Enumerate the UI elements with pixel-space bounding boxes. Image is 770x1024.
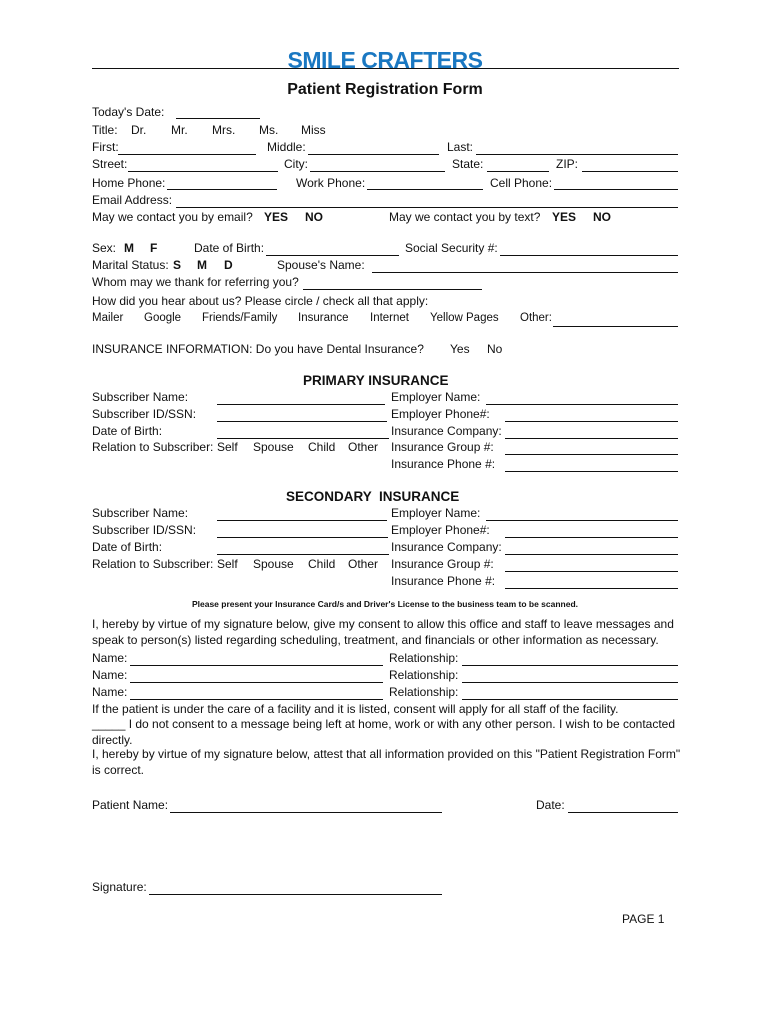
contact-relationship-field-2[interactable]: [462, 682, 678, 683]
home-phone-label: Home Phone:: [92, 176, 166, 190]
primary-subscriber-name-label: Subscriber Name:: [92, 390, 189, 404]
contact-relationship-label-3: Relationship:: [389, 685, 459, 699]
title-label: Title:: [92, 123, 118, 137]
todays-date-field[interactable]: [176, 118, 260, 119]
patient-name-field[interactable]: [170, 812, 442, 813]
title-option-ms[interactable]: Ms.: [259, 123, 279, 137]
state-field[interactable]: [487, 171, 549, 172]
cell-phone-label: Cell Phone:: [490, 176, 553, 190]
contact-name-field-1[interactable]: [130, 665, 383, 666]
secondary-dob-field[interactable]: [217, 554, 389, 555]
referral-label: Whom may we thank for referring you?: [92, 275, 299, 289]
primary-relation-self[interactable]: Self: [217, 440, 238, 454]
first-name-label: First:: [92, 140, 119, 154]
primary-group-label: Insurance Group #:: [391, 440, 494, 454]
primary-employer-phone-field[interactable]: [505, 421, 678, 422]
primary-relation-spouse[interactable]: Spouse: [253, 440, 294, 454]
secondary-relation-other[interactable]: Other: [348, 557, 379, 571]
date-field[interactable]: [568, 812, 678, 813]
sex-label: Sex:: [92, 241, 117, 255]
zip-label: ZIP:: [556, 157, 579, 171]
zip-field[interactable]: [582, 171, 678, 172]
state-label: State:: [452, 157, 484, 171]
secondary-group-field[interactable]: [505, 571, 678, 572]
secondary-relation-child[interactable]: Child: [308, 557, 336, 571]
primary-insurance-heading: PRIMARY INSURANCE: [303, 373, 449, 388]
primary-subscriber-id-field[interactable]: [217, 421, 387, 422]
facility-consent-text: If the patient is under the care of a facility and it is listed, consent will apply for all staff of the facility.: [92, 702, 619, 716]
primary-phone-label: Insurance Phone #:: [391, 457, 496, 471]
title-option-miss[interactable]: Miss: [301, 123, 326, 137]
primary-employer-phone-label: Employer Phone#:: [391, 407, 490, 421]
street-field[interactable]: [128, 171, 278, 172]
hear-other-field[interactable]: [553, 326, 678, 327]
secondary-subscriber-name-field[interactable]: [217, 520, 387, 521]
hear-option-insurance[interactable]: Insurance: [298, 312, 349, 324]
contact-relationship-label-1: Relationship:: [389, 651, 459, 665]
secondary-dob-label: Date of Birth:: [92, 540, 163, 554]
secondary-phone-field[interactable]: [505, 588, 678, 589]
primary-subscriber-name-field[interactable]: [217, 404, 385, 405]
ssn-field[interactable]: [500, 255, 678, 256]
primary-dob-field[interactable]: [217, 438, 389, 439]
contact-name-label-1: Name:: [92, 651, 128, 665]
secondary-subscriber-id-field[interactable]: [217, 537, 388, 538]
secondary-relation-self[interactable]: Self: [217, 557, 238, 571]
insurance-no[interactable]: No: [487, 342, 503, 356]
work-phone-label: Work Phone:: [296, 176, 366, 190]
secondary-relation-spouse[interactable]: Spouse: [253, 557, 294, 571]
brand-title: SMILE CRAFTERS: [287, 47, 483, 73]
secondary-employer-name-label: Employer Name:: [391, 506, 481, 520]
contact-text-yes[interactable]: YES: [552, 210, 577, 224]
marital-status-label: Marital Status:: [92, 258, 169, 272]
cell-phone-field[interactable]: [554, 189, 678, 190]
contact-email-no[interactable]: NO: [305, 210, 323, 224]
hear-about-question: How did you hear about us? Please circle / check all that apply:: [92, 294, 429, 308]
primary-subscriber-id-label: Subscriber ID/SSN:: [92, 407, 197, 421]
insurance-card-note: Please present your Insurance Card/s and Driver's License to the business team to be scanned.: [191, 599, 579, 609]
attestation-text: I, hereby by virtue of my signature below, attest that all information provided on this "Patient Registration Form" is correct.: [92, 747, 681, 777]
insurance-yes[interactable]: Yes: [450, 342, 470, 356]
marital-option-d[interactable]: D: [224, 258, 233, 272]
marital-option-s[interactable]: S: [173, 258, 182, 272]
primary-dob-label: Date of Birth:: [92, 424, 163, 438]
secondary-insurance-heading: SECONDARY INSURANCE: [286, 489, 460, 504]
spouse-name-field[interactable]: [372, 272, 678, 273]
secondary-subscriber-id-label: Subscriber ID/SSN:: [92, 523, 197, 537]
header-rule: [92, 68, 679, 69]
patient-name-label: Patient Name:: [92, 798, 169, 812]
hear-option-mailer[interactable]: Mailer: [92, 312, 124, 324]
secondary-company-label: Insurance Company:: [391, 540, 502, 554]
title-option-dr[interactable]: Dr.: [131, 123, 147, 137]
ssn-label: Social Security #:: [405, 241, 498, 255]
secondary-subscriber-name-label: Subscriber Name:: [92, 506, 189, 520]
primary-company-field[interactable]: [505, 438, 678, 439]
dob-label: Date of Birth:: [194, 241, 265, 255]
referral-field[interactable]: [303, 289, 482, 290]
sex-option-f[interactable]: F: [150, 241, 158, 255]
contact-relationship-field-1[interactable]: [462, 665, 678, 666]
primary-relation-child[interactable]: Child: [308, 440, 336, 454]
sex-option-m[interactable]: M: [124, 241, 134, 255]
contact-text-question: May we contact you by text?: [389, 210, 541, 224]
primary-employer-name-label: Employer Name:: [391, 390, 481, 404]
hear-option-google[interactable]: Google: [144, 312, 182, 324]
marital-option-m[interactable]: M: [197, 258, 207, 272]
secondary-phone-label: Insurance Phone #:: [391, 574, 496, 588]
hear-option-yellow-pages[interactable]: Yellow Pages: [430, 312, 499, 324]
middle-name-field[interactable]: [308, 154, 439, 155]
spouse-name-label: Spouse's Name:: [277, 258, 365, 272]
primary-relation-other[interactable]: Other: [348, 440, 379, 454]
middle-name-label: Middle:: [267, 140, 306, 154]
contact-name-field-3[interactable]: [130, 699, 383, 700]
contact-relationship-field-3[interactable]: [462, 699, 678, 700]
last-name-field[interactable]: [476, 154, 678, 155]
contact-name-field-2[interactable]: [130, 682, 383, 683]
secondary-employer-phone-field[interactable]: [505, 537, 678, 538]
no-consent-text: _____ I do not consent to a message being left at home, work or with any other person. I wish to be contacted directly.: [92, 717, 676, 747]
secondary-employer-phone-label: Employer Phone#:: [391, 523, 490, 537]
first-name-field[interactable]: [118, 154, 256, 155]
signature-label: Signature:: [92, 880, 147, 894]
dob-field[interactable]: [266, 255, 399, 256]
hear-option-friends-family[interactable]: Friends/Family: [202, 312, 278, 324]
secondary-company-field[interactable]: [505, 554, 678, 555]
contact-name-label-2: Name:: [92, 668, 128, 682]
last-name-label: Last:: [447, 140, 474, 154]
city-field[interactable]: [310, 171, 445, 172]
street-label: Street:: [92, 157, 128, 171]
primary-company-label: Insurance Company:: [391, 424, 502, 438]
title-option-mrs[interactable]: Mrs.: [212, 123, 236, 137]
primary-relation-label: Relation to Subscriber:: [92, 440, 214, 454]
contact-relationship-label-2: Relationship:: [389, 668, 459, 682]
contact-email-question: May we contact you by email?: [92, 210, 253, 224]
email-field[interactable]: [176, 207, 678, 208]
work-phone-field[interactable]: [367, 189, 483, 190]
todays-date-label: Today's Date:: [92, 105, 165, 119]
hear-option-internet[interactable]: Internet: [370, 312, 409, 324]
contact-text-no[interactable]: NO: [593, 210, 611, 224]
signature-field[interactable]: [149, 894, 442, 895]
contact-email-yes[interactable]: YES: [264, 210, 289, 224]
insurance-question: INSURANCE INFORMATION: Do you have Dental Insurance?: [92, 342, 424, 356]
email-label: Email Address:: [92, 193, 173, 207]
date-label: Date:: [536, 798, 565, 812]
home-phone-field[interactable]: [167, 189, 277, 190]
primary-phone-field[interactable]: [505, 471, 678, 472]
secondary-group-label: Insurance Group #:: [391, 557, 494, 571]
hear-other-label: Other:: [520, 312, 552, 324]
title-option-mr[interactable]: Mr.: [171, 123, 188, 137]
page-number: PAGE 1: [622, 912, 665, 926]
primary-group-field[interactable]: [505, 454, 678, 455]
primary-employer-name-field[interactable]: [486, 404, 678, 405]
city-label: City:: [284, 157, 308, 171]
consent-paragraph: I, hereby by virtue of my signature below, give my consent to allow this office and staff to leave messages and speak to person(s) listed regarding scheduling, treatment, and financials or other information as necessary.: [92, 617, 674, 647]
secondary-relation-label: Relation to Subscriber:: [92, 557, 214, 571]
secondary-employer-name-field[interactable]: [486, 520, 678, 521]
form-title: Patient Registration Form: [287, 81, 483, 98]
contact-name-label-3: Name:: [92, 685, 128, 699]
